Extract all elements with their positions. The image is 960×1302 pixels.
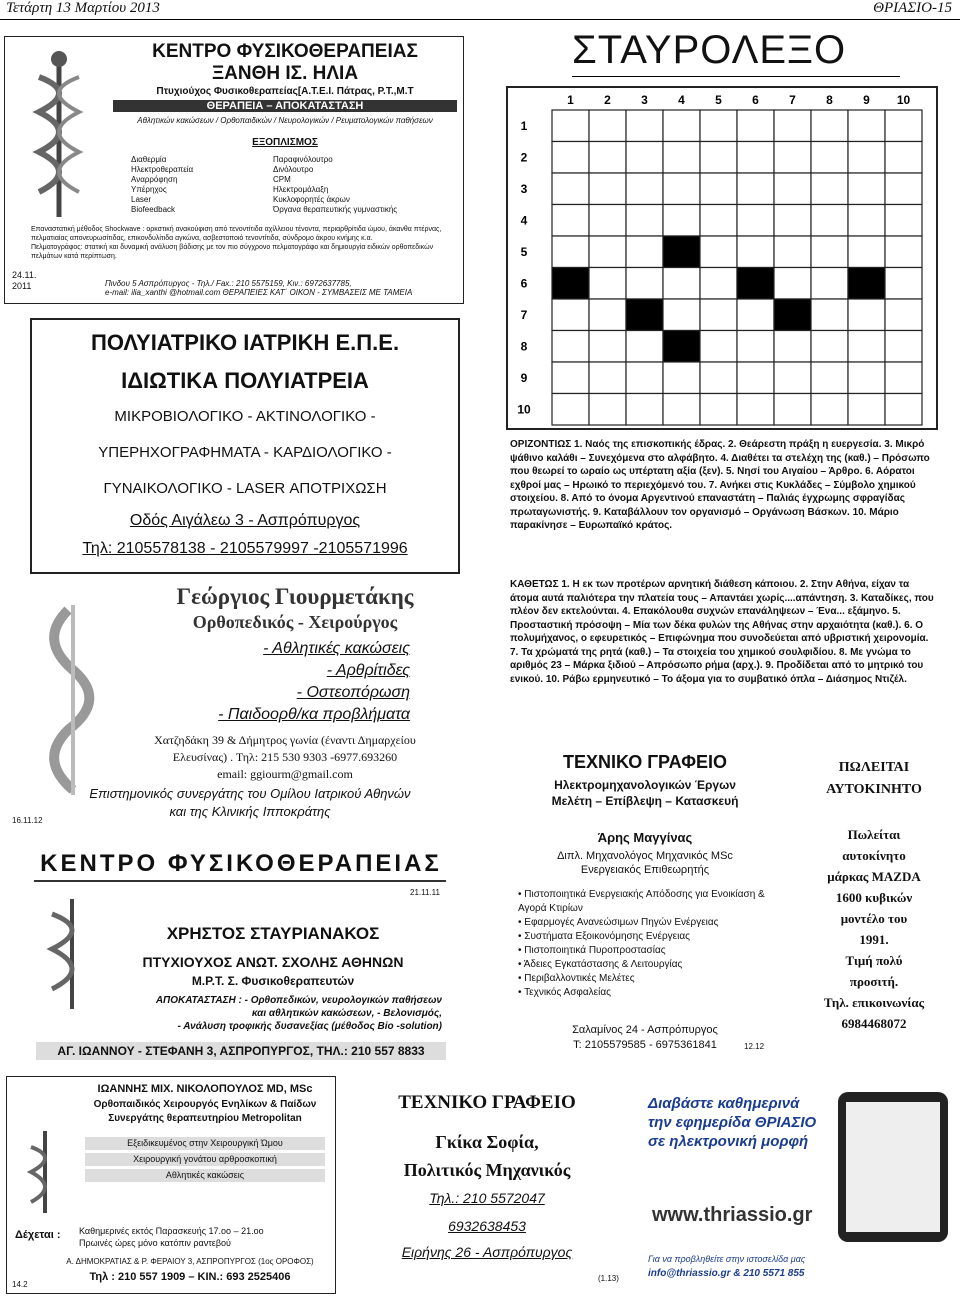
crossword-cell[interactable]	[552, 205, 589, 237]
equipment-item: Παραφινόλουτρο	[273, 155, 333, 164]
crossword-horizontal-clues	[510, 438, 938, 584]
crossword-cell[interactable]	[700, 268, 737, 300]
crossword-cell[interactable]	[774, 362, 811, 394]
caduceus-logo-icon	[13, 1127, 77, 1217]
equipment-item: Laser	[131, 195, 152, 204]
bot3-line: σε ηλεκτρονική μορφή	[648, 1133, 809, 1150]
ad3-title: Ορθοπεδικός - Χειρούργος	[192, 612, 398, 632]
ad-tech-office-magginas	[514, 752, 776, 1062]
equipment-item: Ηλεκτρομάλαξη	[273, 185, 329, 194]
tech-sub2: Μελέτη – Επίβλεψη – Κατασκευή	[551, 794, 739, 808]
tech-service: • Εφαρμογές Ανανεώσιμων Πηγών Ενέργειας	[518, 917, 719, 928]
bot2-tel: Τηλ.: 210 5572047	[429, 1190, 545, 1206]
crossword-cell[interactable]	[589, 173, 626, 205]
car-line: 1991.	[859, 932, 889, 947]
header-page: ΘΡΙΑΣΙΟ-15	[873, 0, 952, 16]
crossword-cell[interactable]	[589, 331, 626, 363]
ad3-name: Γεώργιος Γιουρμετάκης	[176, 584, 414, 609]
bot3-footer2: info@thriassio.gr & 210 5571 855	[648, 1268, 805, 1279]
crossword-cell[interactable]	[626, 331, 663, 363]
ad3-item: - Οστεοπόρωση	[296, 684, 410, 701]
crossword-col-number: 1	[567, 93, 574, 107]
crossword-row-number: 8	[520, 339, 528, 354]
ad-thriassio-online	[638, 1084, 954, 1294]
ad-orthopedic-nikolopoulos	[6, 1076, 336, 1294]
crossword-row-number: 10	[517, 402, 531, 417]
car-line: μοντέλο του	[840, 911, 908, 926]
crossword-cell[interactable]	[885, 299, 922, 331]
tech-service: • Άδειες Εγκατάστασης & Λειτουργίας	[518, 959, 683, 970]
crossword-black-cell	[848, 268, 885, 300]
ad4-footer: ΑΓ. ΙΩΑΝΝΟΥ - ΣΤΕΦΑΝΗ 3, ΑΣΠΡΟΠΥΡΓΟΣ, ΤΗΛ.: 210 557 8833	[36, 1042, 446, 1060]
bot1-hours	[79, 1225, 329, 1249]
crossword-col-number: 7	[789, 93, 796, 107]
crossword-cell[interactable]	[663, 299, 700, 331]
crossword-cell[interactable]	[848, 331, 885, 363]
ad4-service-line: και αθλητικών κακώσεων, - Βελονισμός,	[251, 1008, 442, 1019]
vertical-clues-text: ΚΑΘΕΤΩΣ 1. Η εκ των προτέρων αρνητική διάθεση κάποιου. 2. Στην Αθήνα, είχαν τα άτομα αυτά παλιότερα την πλατεία τους – Απαντάει χωρίς....απάντηση. 3. Καταδίκες, που πλέον δεν εκτελούνται. 4. Επακόλουθα συχνών επανάληψεων – Ένα... εξάμηνο. 5. Προσταστική πρόσοψη – Μία των δέκα φυλών της Αθήνας στην αρχαιότητα (καθ.). 6. Ο πολυμήχανος, ο εφευρετικός – Επιφώνημα που συνοδεύεται από υβριστική χειρονομία. 7. Τα χρώματά της ρητά (καθ.) – Τα στοιχεία του χημικού σουλφιδίου. 8. Με γνώμα το αριθμός 23 – Μάρκα ξιδιού – Απρόσωπο ρήμα (αρχ.). 9. Προδίδεται από το μητρικό του ενικού. 10. Ράβω ερμηνευτικό – Το άξομα για το συμβατικό όπλα – Διάσημος Ντιζέλ.	[510, 579, 934, 685]
crossword-cell[interactable]	[663, 173, 700, 205]
crossword-cell[interactable]	[663, 268, 700, 300]
crossword-black-cell	[737, 268, 774, 300]
bot3-line: την εφημερίδα ΘΡΙΑΣΙΟ	[648, 1114, 817, 1131]
bot1-service: Εξειδικευμένος στην Χειρουργική Ώμου	[85, 1137, 325, 1150]
crossword-cell[interactable]	[811, 142, 848, 174]
ad4-name: ΧΡΗΣΤΟΣ ΣΤΑΥΡΙΑΝΑΚΟΣ	[166, 924, 380, 943]
ad2-phone: Τηλ: 2105578138 - 2105579997 -2105571996	[82, 540, 408, 557]
bot1-service: Χειρουργική γονάτου αρθροσκοπική	[85, 1153, 325, 1166]
car-line: Τηλ. επικοινωνίας	[823, 995, 925, 1010]
ad1-equipment-right	[273, 155, 397, 215]
crossword-col-number: 2	[604, 93, 611, 107]
crossword-cell[interactable]	[737, 362, 774, 394]
crossword-cell[interactable]	[848, 394, 885, 426]
crossword-black-cell	[774, 299, 811, 331]
tech-qual2: Ενεργειακός Επιθεωρητής	[580, 864, 710, 876]
crossword-cell[interactable]	[774, 236, 811, 268]
crossword-cell[interactable]	[589, 362, 626, 394]
crossword-black-cell	[663, 331, 700, 363]
tablet-screen	[846, 1102, 940, 1232]
crossword-cell[interactable]	[589, 110, 626, 142]
crossword-cell[interactable]	[626, 173, 663, 205]
crossword-cell[interactable]	[811, 331, 848, 363]
crossword-cell[interactable]	[663, 394, 700, 426]
crossword-col-number: 3	[641, 93, 648, 107]
crossword-cell[interactable]	[848, 236, 885, 268]
ad3-date: 16.11.12	[12, 816, 43, 825]
ad2-line4: ΥΠΕΡΗΧΟΓΡΑΦΗΜΑΤΑ - ΚΑΡΔΙΟΛΟΓΙΚΟ -	[98, 444, 392, 461]
crossword-col-number: 10	[896, 93, 911, 107]
ad1-subtitle: Πτυχιούχος Φυσικοθεραπείας[Α.Τ.Ε.Ι. Πάτρας, Ρ.Τ.,Μ.Τ	[156, 86, 414, 97]
crossword-cell[interactable]	[626, 205, 663, 237]
ad2-line5: ΓΥΝΑΙΚΟΛΟΓΙΚΟ - LASER ΑΠΟΤΡΙΧΩΣΗ	[103, 480, 387, 497]
bot1-date: 14.2	[12, 1280, 28, 1289]
crossword-cell[interactable]	[626, 142, 663, 174]
crossword-cell[interactable]	[885, 268, 922, 300]
horizontal-clues-text: ΟΡΙΖΟΝΤΙΩΣ 1. Ναός της επισκοπικής έδρας. 2. Θεάρεστη πράξη η ευεργεσία. 3. Μικρό ψάθινο καλάθι – Συνεχόμενα στο αλφάβητο. 4. Διαθέτει τα στελέχη της (καθ.) – Πρόσωπο που θεωρεί το ωραίο ως υπέρτατη αξία (ξεν). 5. Νησί του Αιγαίου – Άρθρο. 6. Αόρατοι εχθροί μας – Ηρωικό το περιεχόμενό του. 7. Ανήκει στις Κυκλάδες – Σύμβολο χημικού στοιχείου. 8. Από το όνομα Αργεντινού επαναστάτη – Παλιάς έγχρωμης σφραγίδας πρωταγωνιστής. 9. Καταβάλλουν τον οργανισμό – Οργάνωση Βάσκων. 10. Μάριο παρακίνησε – Ευρωπαϊκό κράτος.	[510, 439, 930, 531]
ad3-item: - Παιδοορθ/κα προβλήματα	[218, 706, 410, 723]
crossword-cell[interactable]	[589, 142, 626, 174]
crossword-cell[interactable]	[737, 110, 774, 142]
equipment-item: Δινόλουτρο	[273, 165, 314, 174]
crossword-row-number: 3	[520, 181, 528, 196]
bot2-mobile: 6932638453	[448, 1218, 526, 1234]
crossword-cell[interactable]	[811, 205, 848, 237]
crossword-cell[interactable]	[811, 110, 848, 142]
crossword-cell[interactable]	[811, 394, 848, 426]
crossword-cell[interactable]	[737, 236, 774, 268]
crossword-cell[interactable]	[848, 362, 885, 394]
ad4-service-line: ΑΠΟΚΑΤΑΣΤΑΣΗ : - Ορθοπεδικών, νευρολογικών παθήσεων	[155, 995, 442, 1006]
crossword-black-cell	[626, 299, 663, 331]
crossword-cell[interactable]	[700, 331, 737, 363]
bot3-footer1: Για να προβληθείτε στην ιστοσελίδα μας	[648, 1254, 806, 1264]
ad3-collab	[50, 785, 450, 821]
crossword-col-number: 9	[863, 93, 870, 107]
header-rule	[0, 19, 960, 20]
ad2-address: Οδός Αιγάλεω 3 - Ασπρόπυργος	[129, 512, 361, 529]
equipment-item: Κυκλοφορητές άκρων	[273, 195, 350, 204]
crossword-cell[interactable]	[774, 331, 811, 363]
ad-physio-stavrianakos	[18, 842, 446, 1062]
bot1-services	[85, 1137, 325, 1182]
ad3-collab-line: Επιστημονικός συνεργάτης του Ομίλου Ιατρικού Αθηνών	[89, 786, 411, 801]
ad1-note-pelmatografos: Πελματογράφος: στατική και δυναμική ανάλυση βάδισης με τον πιο σύγχρονο πελματογράφο και δημιουργία ειδικών ορθοπεδικών πελμάτων κατά περίπτωση.	[31, 244, 434, 260]
ad-orthopedic-giourmetakis	[10, 580, 462, 830]
crossword-row-number: 6	[520, 276, 528, 291]
crossword-cell[interactable]	[663, 142, 700, 174]
tech-service: • Πιστοποιητικά Πυροπροστασίας	[518, 945, 666, 956]
bot1-spec2: Συνεργάτης θεραπευτηρίου Metropolitan	[108, 1113, 302, 1124]
crossword-cell[interactable]	[663, 110, 700, 142]
crossword-cell[interactable]	[737, 205, 774, 237]
crossword-cell[interactable]	[811, 268, 848, 300]
ad4-date: 21.11.11	[410, 888, 440, 897]
crossword-col-number: 6	[752, 93, 759, 107]
crossword-cell[interactable]	[626, 236, 663, 268]
crossword-cell[interactable]	[811, 173, 848, 205]
ad1-equipment-title: ΕΞΟΠΛΙΣΜΟΣ	[252, 137, 318, 148]
ad2-line3: ΜΙΚΡΟΒΙΟΛΟΓΙΚΟ - ΑΚΤΙΝΟΛΟΓΙΚΟ -	[114, 408, 376, 425]
ad-tech-office-gkika	[346, 1084, 628, 1294]
crossword-cell[interactable]	[589, 236, 626, 268]
crossword-cell[interactable]	[774, 110, 811, 142]
crossword-row-number: 2	[520, 150, 528, 165]
crossword-cell[interactable]	[885, 205, 922, 237]
equipment-item: Υπέρηχος	[131, 185, 167, 194]
crossword-black-cell	[663, 236, 700, 268]
ad1-title: ΚΕΝΤΡΟ ΦΥΣΙΚΟΘΕΡΑΠΕΙΑΣ	[152, 41, 418, 62]
bot3-url: www.thriassio.gr	[652, 1204, 813, 1226]
ad4-services	[108, 994, 442, 1033]
crossword-cell[interactable]	[848, 205, 885, 237]
car-line: προσιτή.	[849, 974, 899, 989]
ad4-service-line: - Ανάλυση τροφικής δυσανεξίας (μέθοδος Bio -solution)	[177, 1021, 442, 1032]
crossword-row-number: 1	[520, 118, 528, 133]
crossword-cell[interactable]	[774, 142, 811, 174]
bot1-hours-line: Καθημερινές εκτός Παρασκευής 17.oo – 21.oo	[79, 1226, 264, 1236]
crossword-cell[interactable]	[700, 205, 737, 237]
bot1-phone: Τηλ : 210 557 1909 – ΚΙΝ.: 693 2525406	[89, 1271, 291, 1283]
ad3-specialties	[180, 638, 410, 726]
tech-service: • Περιβαλλοντικές Μελέτες	[518, 973, 635, 984]
tablet-icon	[838, 1092, 948, 1242]
crossword-vertical-clues	[510, 578, 938, 740]
crossword-cell[interactable]	[774, 394, 811, 426]
ad4-rule	[34, 880, 446, 882]
caduceus-logo-icon	[19, 47, 99, 222]
ad3-item: - Αρθρίτιδες	[326, 662, 410, 679]
equipment-item: Διαθερμία	[131, 155, 167, 164]
crossword-cell[interactable]	[885, 331, 922, 363]
crossword-cell[interactable]	[885, 362, 922, 394]
equipment-item: CPM	[273, 175, 291, 184]
bot1-spec1: Ορθοπαιδικός Χειρουργός Ενηλίκων & Παίδων	[93, 1099, 317, 1110]
tech-address: Σαλαμίνος 24 - Ασπρόπυργος	[572, 1024, 718, 1036]
caduceus-logo-icon	[22, 894, 122, 1014]
crossword-cell[interactable]	[552, 173, 589, 205]
bot1-name: ΙΩΑΝΝΗΣ ΜΙΧ. ΝΙΚΟΛΟΠΟΥΛΟΣ MD, MSc	[97, 1083, 313, 1095]
crossword-cell[interactable]	[589, 299, 626, 331]
car-line: μάρκας MAZDA	[827, 869, 921, 884]
crossword-cell[interactable]	[700, 394, 737, 426]
car-line: 1600 κυβικών	[835, 890, 913, 905]
crossword-cell[interactable]	[663, 205, 700, 237]
crossword-cell[interactable]	[848, 142, 885, 174]
ad4-title: ΚΕΝΤΡΟ ΦΥΣΙΚΟΘΕΡΑΠΕΙΑΣ	[40, 850, 442, 877]
equipment-item: Biofeedback	[131, 205, 176, 214]
crossword-cell[interactable]	[700, 299, 737, 331]
ad1-equipment-left	[131, 155, 193, 215]
crossword-cell[interactable]	[848, 173, 885, 205]
crossword-cell[interactable]	[552, 142, 589, 174]
crossword-cell[interactable]	[885, 110, 922, 142]
car-body	[798, 824, 950, 1034]
ad2-line1: ΠΟΛΥΙΑΤΡΙΚΟ ΙΑΤΡΙΚΗ Ε.Π.Ε.	[90, 330, 400, 355]
crossword-cell[interactable]	[552, 110, 589, 142]
crossword-cell[interactable]	[552, 362, 589, 394]
crossword-cell[interactable]	[737, 331, 774, 363]
ad3-collab-line: και της Κλινικής Ιπποκράτης	[169, 804, 331, 819]
ad1-note-shockwave: Επαναστατική μέθοδος Shockwave : ορκστική ανακούφιση από τενοντίτιδα αχίλλειου τένοντα, περιαρθρίτιδα ώμου, άκανθα πτέρνας, πελματιαίας απονευρωσίτιδας, επικονδυλίτιδα αγκώνα, ασβεστοποιό τενοντίτιδα, σύνδρομο άκρου κνήμης κ.α.	[31, 226, 442, 242]
crossword-cell[interactable]	[885, 142, 922, 174]
header-date: Τετάρτη 13 Μαρτίου 2013	[6, 0, 160, 16]
crossword-cell[interactable]	[626, 394, 663, 426]
crossword-cell[interactable]	[552, 236, 589, 268]
ad1-date: 24.11. 2011	[12, 270, 37, 291]
crossword-cell[interactable]	[700, 362, 737, 394]
crossword-black-cell	[552, 268, 589, 300]
bot3-line: Διαβάστε καθημερινά	[648, 1095, 800, 1112]
bot2-name: Γκίκα Σοφία,	[435, 1132, 539, 1152]
crossword-cell[interactable]	[737, 299, 774, 331]
crossword-grid	[508, 88, 936, 428]
crossword-cell[interactable]	[774, 268, 811, 300]
crossword-cell[interactable]	[737, 142, 774, 174]
bot3-promo	[648, 1094, 848, 1151]
crossword-panel	[506, 86, 938, 430]
crossword-cell[interactable]	[774, 205, 811, 237]
car-line: 6984468072	[841, 1016, 907, 1031]
crossword-cell[interactable]	[663, 362, 700, 394]
ad3-contact	[120, 732, 450, 783]
equipment-item: Αναρρόφηση	[131, 175, 178, 184]
crossword-cell[interactable]	[885, 173, 922, 205]
crossword-col-number: 5	[715, 93, 722, 107]
crossword-cell[interactable]	[848, 110, 885, 142]
crossword-row-number: 5	[520, 244, 528, 259]
car-title2: ΑΥΤΟΚΙΝΗΤΟ	[826, 782, 922, 797]
ad3-phone: Ελευσίνας) . Τηλ: 215 530 9303 -6977.693260	[172, 750, 398, 764]
bot1-hours-line: Πρωινές ώρες μόνο κατόπιν ραντεβού	[79, 1238, 231, 1248]
crossword-cell[interactable]	[700, 142, 737, 174]
crossword-cell[interactable]	[589, 205, 626, 237]
tech-qual1: Διπλ. Μηχανολόγος Μηχανικός MSc	[557, 850, 733, 862]
ad4-degree2: Μ.Ρ.Τ. Σ. Φυσικοθεραπευτών	[191, 974, 355, 988]
crossword-cell[interactable]	[700, 236, 737, 268]
ad1-name: ΞΑΝΘΗ ΙΣ. ΗΛΙΑ	[211, 63, 359, 84]
bot2-role: Πολιτικός Μηχανικός	[403, 1160, 571, 1180]
crossword-row-number: 7	[520, 307, 528, 322]
ad-polyclinic	[30, 318, 460, 574]
tech-phone: Τ: 2105579585 - 6975361841	[573, 1039, 717, 1051]
bot2-title: ΤΕΧΝΙΚΟ ΓΡΑΦΕΙΟ	[398, 1092, 576, 1113]
crossword-cell[interactable]	[885, 394, 922, 426]
crossword-col-number: 4	[678, 93, 685, 107]
bot2-date: (1.13)	[598, 1274, 619, 1283]
crossword-row-number: 4	[520, 213, 528, 228]
bot2-address: Ειρήνης 26 - Ασπρόπυργος	[401, 1244, 573, 1260]
crossword-col-number: 8	[826, 93, 833, 107]
crossword-cell[interactable]	[552, 299, 589, 331]
ad3-item: - Αθλητικές κακώσεις	[263, 640, 410, 657]
crossword-cell[interactable]	[811, 299, 848, 331]
equipment-item: Ηλεκτροθεραπεία	[131, 165, 194, 174]
crossword-cell[interactable]	[737, 394, 774, 426]
tech-service: • Τεχνικός Ασφαλείας	[518, 987, 611, 998]
crossword-title-rule	[572, 76, 900, 77]
bot1-service: Αθλητικές κακώσεις	[85, 1169, 325, 1182]
crossword-cell[interactable]	[737, 173, 774, 205]
tech-service: • Συστήματα Εξοικονόμησης Ενέργειας	[518, 931, 690, 942]
ad1-footer-contact: Πινδου 5 Ασπρόπυργος - Τηλ./ Fax.: 210 5575159, Κιν.: 6972637785,	[105, 279, 352, 288]
crossword-cell[interactable]	[626, 268, 663, 300]
crossword-cell[interactable]	[552, 394, 589, 426]
crossword-row-number: 9	[520, 370, 528, 385]
crossword-cell[interactable]	[626, 362, 663, 394]
crossword-title: ΣΤΑΥΡΟΛΕΞΟ	[572, 28, 847, 72]
ortho-logo-icon	[18, 600, 128, 800]
ad-physio-xanthi	[4, 36, 464, 304]
crossword-cell[interactable]	[700, 110, 737, 142]
car-line: αυτοκίνητο	[842, 848, 906, 863]
car-line: Τιμή πολύ	[845, 953, 903, 968]
tech-sub1: Ηλεκτρομηχανολογικών Έργων	[554, 778, 736, 792]
crossword-cell[interactable]	[811, 362, 848, 394]
tech-name: Άρης Μαγγίνας	[597, 830, 693, 845]
bot1-hours-label: Δέχεται :	[15, 1229, 61, 1241]
ad4-degree: ΠΤΥΧΙΟΥΧΟΣ ΑΝΩΤ. ΣΧΟΛΗΣ ΑΘΗΝΩΝ	[142, 954, 404, 970]
equipment-item: Όργανα θεραπευτικής γυμναστικής	[273, 205, 398, 214]
ad1-scope: Αθλητικών κακώσεων / Ορθοπαιδικών / Νευρολογικών / Ρευματολογικών παθήσεων	[137, 116, 433, 125]
crossword-cell[interactable]	[848, 299, 885, 331]
ad-car-sale	[798, 752, 950, 1062]
crossword-cell[interactable]	[626, 110, 663, 142]
ad1-banner: ΘΕΡΑΠΕΙΑ – ΑΠΟΚΑΤΑΣΤΑΣΗ	[113, 100, 457, 112]
ad2-line2: ΙΔΙΩΤΙΚΑ ΠΟΛΥΙΑΤΡΕΙΑ	[121, 368, 369, 393]
bot1-address: Α. ΔΗΜΟΚΡΑΤΙΑΣ & Ρ. ΦΕΡΑΙΟΥ 3, ΑΣΠΡΟΠΥΡΓΟΣ (1ος ΟΡΟΦΟΣ)	[66, 1257, 314, 1266]
crossword-cell[interactable]	[885, 236, 922, 268]
ad1-footer	[105, 279, 457, 297]
crossword-cell[interactable]	[552, 331, 589, 363]
ad3-email: email: ggiourm@gmail.com	[217, 767, 353, 781]
tech-service: • Πιστοποιητικά Ενεργειακής Απόδοσης για Ενοικίαση & Αγορά Κτιρίων	[518, 889, 765, 914]
car-title1: ΠΩΛΕΙΤΑΙ	[838, 760, 910, 775]
ad3-address: Χατζηδάκη 39 & Δήμητρος γωνία (έναντι Δημαρχείου	[154, 733, 416, 747]
crossword-cell[interactable]	[589, 268, 626, 300]
tech-title: ΤΕΧΝΙΚΟ ΓΡΑΦΕΙΟ	[563, 752, 727, 772]
crossword-cell[interactable]	[811, 236, 848, 268]
crossword-cell[interactable]	[700, 173, 737, 205]
crossword-cell[interactable]	[589, 394, 626, 426]
ad1-notes	[31, 225, 461, 261]
tech-date: 12.12	[744, 1042, 765, 1051]
ad1-footer-email: e-mail: ilia_xanthi @hotmail.com ΘΕΡΑΠΕΙΕΣ ΚΑΤ΄ ΟΙΚΟΝ - ΣΥΜΒΑΣΕΙΣ ΜΕ ΤΑΜΕΙΑ	[105, 288, 413, 297]
tech-services	[518, 888, 772, 1000]
car-line: Πωλείται	[847, 827, 901, 842]
crossword-cell[interactable]	[774, 173, 811, 205]
